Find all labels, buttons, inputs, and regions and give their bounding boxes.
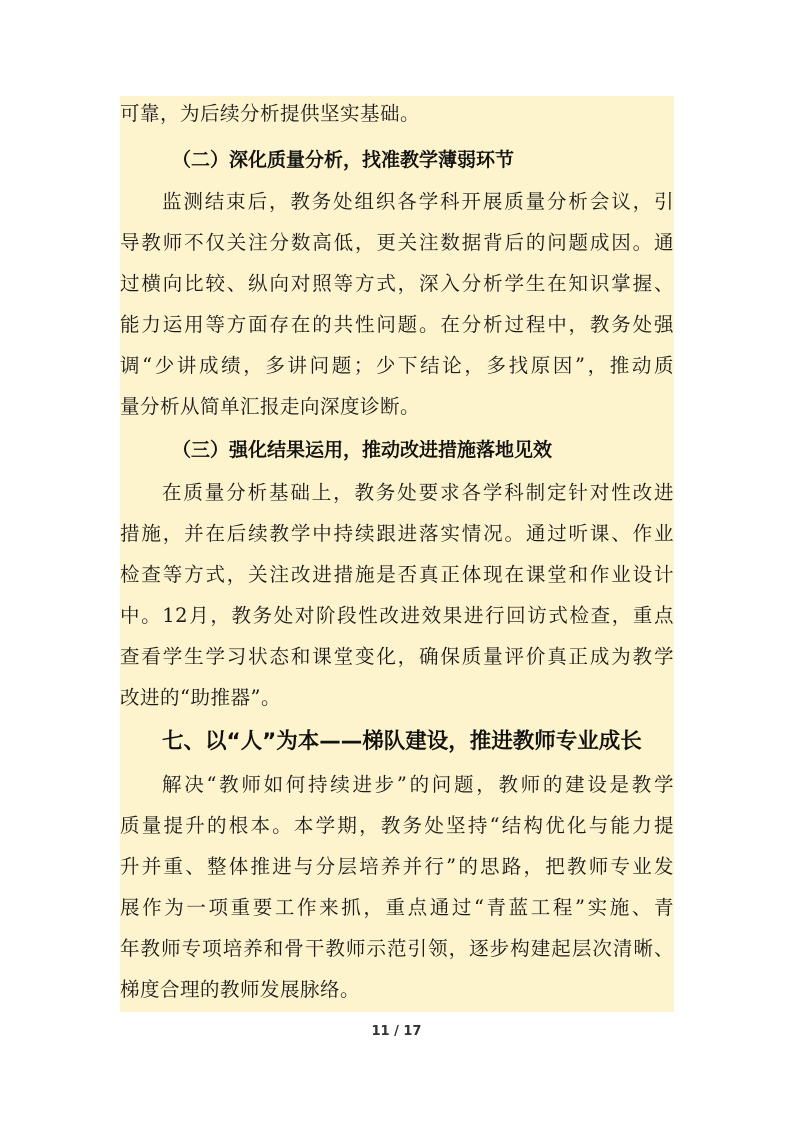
paragraph-line: 质量提升的根本。本学期，教务处坚持“结构优化与能力提 [120, 814, 674, 837]
paragraph-line: 解决“教师如何持续进步”的问题，教师的建设是教学 [162, 773, 674, 796]
paragraph-line: 可靠，为后续分析提供坚实基础。 [120, 102, 421, 125]
paragraph-line: 量分析从简单汇报走向深度诊断。 [120, 395, 421, 418]
paragraph-line: 查看学生学习状态和课堂变化，确保质量评价真正成为教学 [120, 645, 674, 668]
paragraph-line: 改进的“助推器”。 [120, 686, 281, 709]
paragraph-line: 升并重、整体推进与分层培养并行”的思路，把教师专业发 [120, 855, 674, 878]
paragraph-line: 措施，并在后续教学中持续跟进落实情况。通过听课、作业 [120, 522, 674, 545]
paragraph-line: 检查等方式，关注改进措施是否真正体现在课堂和作业设计 [120, 563, 674, 586]
paragraph-line: 中。12月，教务处对阶段性改进效果进行回访式检查，重点 [120, 604, 674, 627]
paragraph-line: 监测结束后，教务处组织各学科开展质量分析会议，引 [162, 190, 674, 213]
paragraph-line: 梯度合理的教师发展脉络。 [120, 978, 361, 1001]
document-body [120, 96, 674, 1012]
section-heading-2: （二）深化质量分析，找准教学薄弱环节 [172, 149, 515, 171]
paragraph-line: 在质量分析基础上，教务处要求各学科制定针对性改进 [162, 481, 674, 504]
paragraph-line: 年教师专项培养和骨干教师示范引领，逐步构建起层次清晰、 [120, 937, 674, 960]
paragraph-line: 导教师不仅关注分数高低，更关注数据背后的问题成因。通 [120, 231, 674, 254]
paragraph-line: 调“少讲成绩，多讲问题；少下结论，多找原因”，推动质 [120, 354, 674, 377]
paragraph-line: 过横向比较、纵向对照等方式，深入分析学生在知识掌握、 [120, 272, 674, 295]
section-heading-3: （三）强化结果运用，推动改进措施落地见效 [172, 439, 553, 461]
page-number: 11 / 17 [371, 1024, 422, 1039]
paragraph-line: 展作为一项重要工作来抓，重点通过“青蓝工程”实施、青 [120, 896, 674, 919]
paragraph-line: 能力运用等方面存在的共性问题。在分析过程中，教务处强 [120, 313, 674, 336]
chapter-heading-7: 七、以“人”为本——梯队建设，推进教师专业成长 [162, 729, 642, 754]
